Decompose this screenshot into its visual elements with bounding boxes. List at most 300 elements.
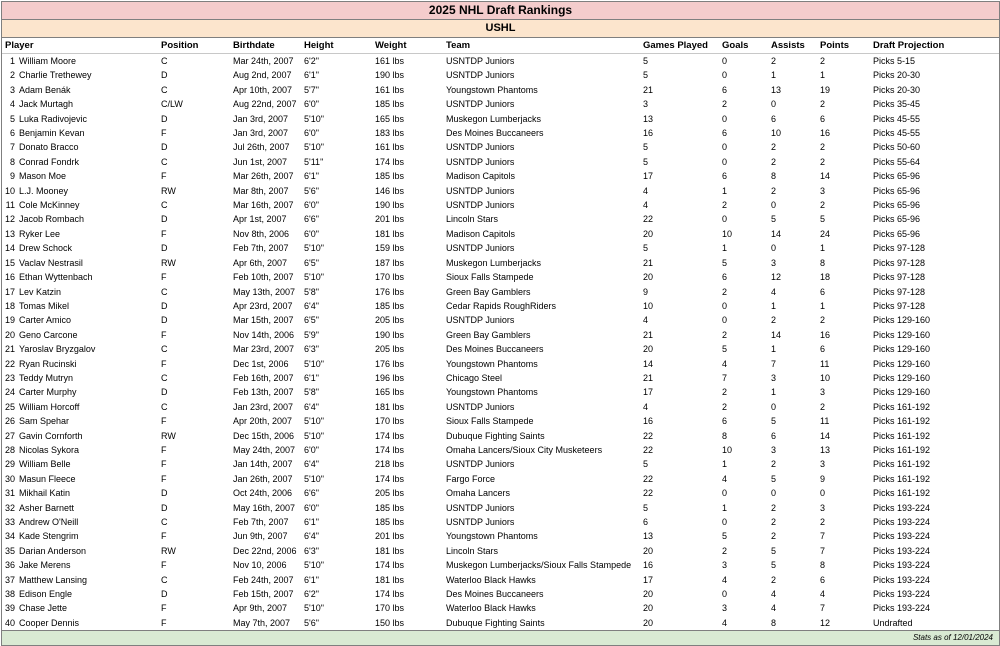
height-cell: 5'10" xyxy=(304,113,324,124)
weight-cell: 201 lbs xyxy=(375,531,405,542)
points-cell: 24 xyxy=(820,228,831,239)
assists-cell: 5 xyxy=(771,473,777,484)
goals-cell: 0 xyxy=(722,142,728,153)
position-cell: D xyxy=(161,300,168,311)
height-cell: 5'6" xyxy=(304,185,319,196)
games-played-cell: 21 xyxy=(643,372,654,383)
points-cell: 1 xyxy=(820,300,826,311)
birthdate-cell: May 16th, 2007 xyxy=(233,502,296,513)
player-name-cell: Benjamin Kevan xyxy=(19,128,85,139)
draft-projection-cell: Picks 45-55 xyxy=(873,128,921,139)
points-cell: 6 xyxy=(820,574,826,585)
position-cell: D xyxy=(161,214,168,225)
goals-cell: 1 xyxy=(722,185,728,196)
table-row xyxy=(2,68,999,82)
points-cell: 8 xyxy=(820,560,826,571)
goals-cell: 6 xyxy=(722,272,728,283)
weight-cell: 185 lbs xyxy=(375,300,405,311)
assists-cell: 14 xyxy=(771,329,782,340)
col-header-birthdate: Birthdate xyxy=(233,38,304,54)
draft-projection-cell: Picks 129-160 xyxy=(873,372,931,383)
rank-cell: 9 xyxy=(9,171,15,182)
games-played-cell: 22 xyxy=(643,214,654,225)
table-row xyxy=(2,357,999,371)
draft-projection-cell: Picks 35-45 xyxy=(873,99,921,110)
goals-cell: 0 xyxy=(722,589,728,600)
table-row xyxy=(2,342,999,356)
rank-cell: 33 xyxy=(4,517,15,527)
goals-cell: 1 xyxy=(722,459,728,470)
games-played-cell: 5 xyxy=(643,156,649,167)
weight-cell: 181 lbs xyxy=(375,545,405,556)
table-row xyxy=(2,443,999,457)
position-cell: C xyxy=(161,401,168,412)
rank-cell: 2 xyxy=(9,70,15,81)
games-played-cell: 21 xyxy=(643,329,654,340)
assists-cell: 1 xyxy=(771,300,777,311)
draft-projection-cell: Picks 45-55 xyxy=(873,113,921,124)
draft-projection-cell: Picks 193-224 xyxy=(873,545,931,556)
table-row xyxy=(2,285,999,299)
goals-cell: 2 xyxy=(722,99,728,110)
assists-cell: 12 xyxy=(771,272,782,283)
team-cell: Fargo Force xyxy=(446,473,496,484)
goals-cell: 8 xyxy=(722,430,728,441)
points-cell: 11 xyxy=(820,358,830,369)
position-cell: C xyxy=(161,84,168,95)
assists-cell: 0 xyxy=(771,99,777,110)
draft-projection-cell: Picks 97-128 xyxy=(873,243,926,254)
weight-cell: 174 lbs xyxy=(375,156,405,167)
table-row xyxy=(2,112,999,126)
birthdate-cell: Mar 24th, 2007 xyxy=(233,56,294,66)
draft-projection-cell: Picks 65-96 xyxy=(873,185,921,196)
height-cell: 5'6" xyxy=(304,617,319,628)
assists-cell: 5 xyxy=(771,416,777,427)
assists-cell: 7 xyxy=(771,358,777,369)
table-row xyxy=(2,501,999,515)
position-cell: F xyxy=(161,416,167,427)
position-cell: D xyxy=(161,315,168,326)
team-cell: Des Moines Buccaneers xyxy=(446,128,544,139)
birthdate-cell: Dec 1st, 2006 xyxy=(233,358,289,369)
position-cell: F xyxy=(161,171,167,182)
table-row xyxy=(2,573,999,587)
player-name-cell: Ryan Rucinski xyxy=(19,358,77,369)
assists-cell: 10 xyxy=(771,128,782,139)
birthdate-cell: Oct 24th, 2006 xyxy=(233,488,293,499)
assists-cell: 1 xyxy=(771,344,777,355)
goals-cell: 2 xyxy=(722,387,728,398)
player-name-cell: Jacob Rombach xyxy=(19,214,85,225)
birthdate-cell: Nov 10, 2006 xyxy=(233,560,287,571)
height-cell: 5'10" xyxy=(304,603,324,614)
table-row xyxy=(2,83,999,97)
rank-cell: 26 xyxy=(4,416,15,427)
goals-cell: 5 xyxy=(722,257,728,268)
games-played-cell: 4 xyxy=(643,200,649,211)
points-cell: 6 xyxy=(820,286,826,297)
col-header-position: Position xyxy=(161,38,233,54)
birthdate-cell: Dec 15th, 2006 xyxy=(233,430,295,441)
birthdate-cell: Feb 10th, 2007 xyxy=(233,272,294,283)
team-cell: USNTDP Juniors xyxy=(446,142,515,153)
team-cell: Omaha Lancers xyxy=(446,488,511,499)
rank-cell: 30 xyxy=(4,473,15,484)
height-cell: 6'1" xyxy=(304,574,319,585)
position-cell: D xyxy=(161,387,168,398)
birthdate-cell: Feb 16th, 2007 xyxy=(233,372,294,383)
position-cell: F xyxy=(161,329,167,340)
rank-cell: 35 xyxy=(4,545,15,556)
points-cell: 13 xyxy=(820,444,831,455)
birthdate-cell: Aug 22nd, 2007 xyxy=(233,99,297,110)
assists-cell: 2 xyxy=(771,185,777,196)
height-cell: 6'6" xyxy=(304,214,319,225)
goals-cell: 0 xyxy=(722,315,728,326)
player-name-cell: Andrew O'Neill xyxy=(19,517,79,527)
points-cell: 10 xyxy=(820,372,831,383)
games-played-cell: 5 xyxy=(643,243,649,254)
rank-cell: 32 xyxy=(4,502,15,513)
draft-projection-cell: Picks 97-128 xyxy=(873,300,926,311)
rank-cell: 18 xyxy=(4,300,15,311)
games-played-cell: 20 xyxy=(643,228,654,239)
goals-cell: 3 xyxy=(722,560,728,571)
assists-cell: 6 xyxy=(771,113,777,124)
weight-cell: 185 lbs xyxy=(375,99,405,110)
height-cell: 5'10" xyxy=(304,243,324,254)
height-cell: 6'3" xyxy=(304,344,319,355)
position-cell: D xyxy=(161,113,168,124)
games-played-cell: 3 xyxy=(643,99,649,110)
goals-cell: 2 xyxy=(722,200,728,211)
position-cell: D xyxy=(161,488,168,499)
league-subtitle: USHL xyxy=(2,20,999,38)
birthdate-cell: Nov 8th, 2006 xyxy=(233,228,290,239)
birthdate-cell: May 13th, 2007 xyxy=(233,286,296,297)
team-cell: Dubuque Fighting Saints xyxy=(446,430,545,441)
points-cell: 16 xyxy=(820,329,831,340)
birthdate-cell: May 7th, 2007 xyxy=(233,617,291,628)
draft-projection-cell: Picks 161-192 xyxy=(873,416,931,427)
player-name-cell: Kade Stengrim xyxy=(19,531,79,542)
points-cell: 12 xyxy=(820,617,831,628)
height-cell: 6'0" xyxy=(304,99,319,110)
games-played-cell: 4 xyxy=(643,401,649,412)
team-cell: Dubuque Fighting Saints xyxy=(446,617,545,628)
birthdate-cell: Aug 2nd, 2007 xyxy=(233,70,292,81)
player-name-cell: Drew Schock xyxy=(19,243,73,254)
rank-cell: 6 xyxy=(9,128,15,139)
goals-cell: 0 xyxy=(722,517,728,527)
table-body xyxy=(2,54,999,631)
goals-cell: 10 xyxy=(722,228,733,239)
rank-cell: 15 xyxy=(4,257,15,268)
position-cell: C xyxy=(161,156,168,167)
birthdate-cell: Jun 9th, 2007 xyxy=(233,531,288,542)
games-played-cell: 10 xyxy=(643,300,654,311)
height-cell: 6'0" xyxy=(304,200,319,211)
height-cell: 5'10" xyxy=(304,416,324,427)
col-header-player: Player xyxy=(2,38,161,54)
draft-projection-cell: Picks 129-160 xyxy=(873,387,931,398)
goals-cell: 2 xyxy=(722,401,728,412)
draft-projection-cell: Picks 193-224 xyxy=(873,531,931,542)
height-cell: 6'1" xyxy=(304,70,319,81)
points-cell: 9 xyxy=(820,473,826,484)
assists-cell: 3 xyxy=(771,444,777,455)
table-row xyxy=(2,54,999,69)
rank-cell: 10 xyxy=(4,185,15,196)
assists-cell: 0 xyxy=(771,243,777,254)
height-cell: 6'5" xyxy=(304,315,319,326)
draft-projection-cell: Picks 20-30 xyxy=(873,84,921,95)
assists-cell: 1 xyxy=(771,70,777,81)
weight-cell: 170 lbs xyxy=(375,272,405,283)
games-played-cell: 5 xyxy=(643,459,649,470)
rank-cell: 19 xyxy=(4,315,15,326)
rank-cell: 11 xyxy=(5,200,15,211)
height-cell: 6'3" xyxy=(304,545,319,556)
draft-projection-cell: Picks 129-160 xyxy=(873,358,931,369)
col-header-team: Team xyxy=(446,38,643,54)
games-played-cell: 5 xyxy=(643,142,649,153)
sheet-title: 2025 NHL Draft Rankings xyxy=(2,2,999,20)
position-cell: C xyxy=(161,517,168,527)
team-cell: USNTDP Juniors xyxy=(446,56,515,66)
team-cell: USNTDP Juniors xyxy=(446,99,515,110)
team-cell: Madison Capitols xyxy=(446,228,516,239)
rank-cell: 22 xyxy=(4,358,15,369)
weight-cell: 190 lbs xyxy=(375,200,405,211)
height-cell: 6'0" xyxy=(304,502,319,513)
draft-projection-cell: Picks 193-224 xyxy=(873,502,931,513)
height-cell: 5'10" xyxy=(304,142,324,153)
birthdate-cell: Jan 26th, 2007 xyxy=(233,473,293,484)
assists-cell: 5 xyxy=(771,214,777,225)
table-row xyxy=(2,558,999,572)
draft-projection-cell: Picks 65-96 xyxy=(873,228,921,239)
birthdate-cell: Feb 15th, 2007 xyxy=(233,589,294,600)
player-name-cell: Ryker Lee xyxy=(19,228,61,239)
rank-cell: 25 xyxy=(4,401,15,412)
col-header-assists: Assists xyxy=(771,38,820,54)
height-cell: 6'4" xyxy=(304,531,319,542)
draft-projection-cell: Picks 193-224 xyxy=(873,574,931,585)
birthdate-cell: Feb 13th, 2007 xyxy=(233,387,294,398)
draft-projection-cell: Picks 65-96 xyxy=(873,171,921,182)
player-name-cell: William Horcoff xyxy=(19,401,80,412)
rank-cell: 20 xyxy=(4,329,15,340)
games-played-cell: 22 xyxy=(643,473,654,484)
player-name-cell: Jake Merens xyxy=(19,560,71,571)
rank-cell: 5 xyxy=(9,113,15,124)
height-cell: 5'10" xyxy=(304,473,324,484)
rank-cell: 13 xyxy=(4,228,15,239)
height-cell: 6'1" xyxy=(304,372,319,383)
assists-cell: 2 xyxy=(771,315,777,326)
player-name-cell: Mason Moe xyxy=(19,171,67,182)
draft-projection-cell: Picks 97-128 xyxy=(873,286,926,297)
col-header-weight: Weight xyxy=(375,38,446,54)
games-played-cell: 22 xyxy=(643,444,654,455)
weight-cell: 205 lbs xyxy=(375,344,405,355)
team-cell: USNTDP Juniors xyxy=(446,459,515,470)
points-cell: 3 xyxy=(820,502,826,513)
col-header-projection: Draft Projection xyxy=(873,38,999,54)
birthdate-cell: Feb 24th, 2007 xyxy=(233,574,294,585)
assists-cell: 8 xyxy=(771,171,777,182)
col-header-points: Points xyxy=(820,38,873,54)
goals-cell: 0 xyxy=(722,56,728,66)
player-name-cell: Charlie Trethewey xyxy=(19,70,92,81)
games-played-cell: 20 xyxy=(643,617,654,628)
weight-cell: 176 lbs xyxy=(375,358,405,369)
points-cell: 2 xyxy=(820,156,826,167)
goals-cell: 5 xyxy=(722,344,728,355)
points-cell: 8 xyxy=(820,257,826,268)
rank-cell: 39 xyxy=(4,603,15,614)
position-cell: D xyxy=(161,243,168,254)
table-row xyxy=(2,198,999,212)
player-name-cell: Donato Bracco xyxy=(19,142,79,153)
birthdate-cell: Jan 3rd, 2007 xyxy=(233,113,289,124)
games-played-cell: 22 xyxy=(643,488,654,499)
table-row xyxy=(2,169,999,183)
position-cell: C xyxy=(161,372,168,383)
team-cell: Cedar Rapids RoughRiders xyxy=(446,300,557,311)
points-cell: 5 xyxy=(820,214,826,225)
goals-cell: 6 xyxy=(722,128,728,139)
rank-cell: 28 xyxy=(4,444,15,455)
draft-projection-cell: Picks 55-64 xyxy=(873,156,921,167)
draft-projection-cell: Picks 161-192 xyxy=(873,459,931,470)
position-cell: F xyxy=(161,228,167,239)
table-row xyxy=(2,299,999,313)
games-played-cell: 22 xyxy=(643,430,654,441)
games-played-cell: 13 xyxy=(643,531,654,542)
goals-cell: 3 xyxy=(722,603,728,614)
birthdate-cell: Apr 1st, 2007 xyxy=(233,214,287,225)
goals-cell: 2 xyxy=(722,286,728,297)
goals-cell: 0 xyxy=(722,70,728,81)
assists-cell: 3 xyxy=(771,257,777,268)
birthdate-cell: Apr 10th, 2007 xyxy=(233,84,293,95)
height-cell: 5'10" xyxy=(304,560,324,571)
rank-cell: 37 xyxy=(4,574,15,585)
table-row xyxy=(2,472,999,486)
assists-cell: 2 xyxy=(771,531,777,542)
weight-cell: 159 lbs xyxy=(375,243,405,254)
weight-cell: 174 lbs xyxy=(375,430,405,441)
games-played-cell: 17 xyxy=(643,171,654,182)
position-cell: C/LW xyxy=(161,99,183,110)
table-row xyxy=(2,270,999,284)
points-cell: 14 xyxy=(820,430,831,441)
games-played-cell: 4 xyxy=(643,185,649,196)
team-cell: Youngstown Phantoms xyxy=(446,387,538,398)
draft-projection-cell: Picks 65-96 xyxy=(873,200,921,211)
goals-cell: 0 xyxy=(722,113,728,124)
table-row xyxy=(2,155,999,169)
height-cell: 6'4" xyxy=(304,459,319,470)
assists-cell: 2 xyxy=(771,142,777,153)
height-cell: 6'5" xyxy=(304,257,319,268)
assists-cell: 4 xyxy=(771,286,777,297)
games-played-cell: 17 xyxy=(643,574,654,585)
draft-projection-cell: Picks 161-192 xyxy=(873,473,931,484)
games-played-cell: 4 xyxy=(643,315,649,326)
player-name-cell: Adam Benák xyxy=(19,84,71,95)
games-played-cell: 20 xyxy=(643,344,654,355)
height-cell: 5'7" xyxy=(304,84,319,95)
goals-cell: 6 xyxy=(722,84,728,95)
points-cell: 19 xyxy=(820,84,831,95)
height-cell: 6'4" xyxy=(304,401,319,412)
height-cell: 6'6" xyxy=(304,488,319,499)
weight-cell: 205 lbs xyxy=(375,315,405,326)
games-played-cell: 21 xyxy=(643,84,654,95)
table-row xyxy=(2,227,999,241)
team-cell: Lincoln Stars xyxy=(446,214,499,225)
goals-cell: 4 xyxy=(722,358,728,369)
draft-projection-cell: Picks 97-128 xyxy=(873,272,926,283)
position-cell: RW xyxy=(161,185,176,196)
header-row xyxy=(2,38,999,54)
table-row xyxy=(2,256,999,270)
team-cell: USNTDP Juniors xyxy=(446,517,515,527)
rank-cell: 8 xyxy=(9,156,15,167)
draft-projection-cell: Undrafted xyxy=(873,617,913,628)
player-name-cell: William Moore xyxy=(19,56,77,66)
height-cell: 6'4" xyxy=(304,300,319,311)
team-cell: Des Moines Buccaneers xyxy=(446,344,544,355)
draft-projection-cell: Picks 129-160 xyxy=(873,329,931,340)
weight-cell: 161 lbs xyxy=(375,84,405,95)
points-cell: 1 xyxy=(820,243,826,254)
team-cell: Muskegon Lumberjacks/Sioux Falls Stampede xyxy=(446,560,632,571)
assists-cell: 13 xyxy=(771,84,782,95)
rank-cell: 16 xyxy=(4,272,15,283)
player-name-cell: Masun Fleece xyxy=(19,473,76,484)
table-row xyxy=(2,313,999,327)
player-name-cell: Cole McKinney xyxy=(19,200,80,211)
weight-cell: 174 lbs xyxy=(375,589,405,600)
points-cell: 7 xyxy=(820,545,826,556)
position-cell: C xyxy=(161,200,168,211)
assists-cell: 2 xyxy=(771,156,777,167)
games-played-cell: 6 xyxy=(643,517,649,527)
rankings-table xyxy=(2,38,999,630)
height-cell: 5'9" xyxy=(304,329,319,340)
weight-cell: 218 lbs xyxy=(375,459,405,470)
team-cell: USNTDP Juniors xyxy=(446,243,515,254)
birthdate-cell: Feb 7th, 2007 xyxy=(233,243,289,254)
draft-projection-cell: Picks 193-224 xyxy=(873,517,931,527)
height-cell: 5'8" xyxy=(304,387,319,398)
height-cell: 5'10" xyxy=(304,358,324,369)
position-cell: D xyxy=(161,70,168,81)
birthdate-cell: Dec 22nd, 2006 xyxy=(233,545,297,556)
table-row xyxy=(2,328,999,342)
birthdate-cell: Jan 14th, 2007 xyxy=(233,459,293,470)
team-cell: Omaha Lancers/Sioux City Musketeers xyxy=(446,444,603,455)
goals-cell: 4 xyxy=(722,617,728,628)
player-name-cell: Conrad Fondrk xyxy=(19,156,80,167)
position-cell: F xyxy=(161,444,167,455)
weight-cell: 161 lbs xyxy=(375,142,405,153)
